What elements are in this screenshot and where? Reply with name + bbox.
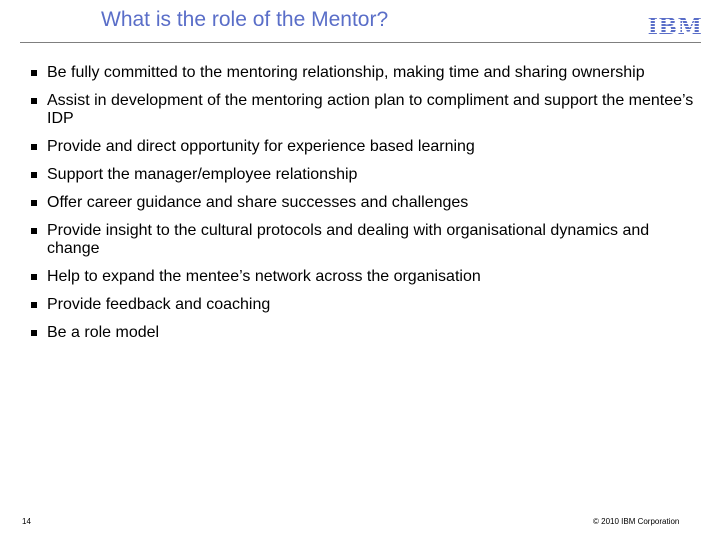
- square-bullet-icon: [31, 172, 37, 178]
- bullet-text: Support the manager/employee relationship: [47, 166, 358, 183]
- square-bullet-icon: [31, 144, 37, 150]
- bullet-text: Help to expand the mentee’s network across the organisation: [47, 268, 481, 285]
- bullet-text: Provide and direct opportunity for experience based learning: [47, 138, 475, 155]
- bullet-item: [31, 166, 703, 184]
- bullet-text: Be a role model: [47, 324, 160, 341]
- bullet-text: Assist in development of the mentoring action plan to compliment and support the mentee’s IDP: [47, 92, 694, 127]
- ibm-logo-text: IBM: [647, 14, 703, 40]
- bullet-item: [31, 222, 703, 258]
- ibm-logo: [647, 14, 703, 40]
- bullet-item: [31, 64, 703, 82]
- copyright-notice: © 2010 IBM Corporation: [593, 517, 680, 526]
- bullet-text: Provide insight to the cultural protocols and dealing with organisational dynamics and change: [47, 222, 650, 257]
- bullet-item: [31, 324, 703, 342]
- bullet-item: [31, 194, 703, 212]
- square-bullet-icon: [31, 70, 37, 76]
- slide-title: What is the role of the Mentor?: [101, 8, 389, 31]
- page-number: 14: [22, 517, 31, 526]
- bullet-text: Offer career guidance and share successes and challenges: [47, 194, 469, 211]
- header-divider: [20, 42, 701, 43]
- bullet-item: [31, 268, 703, 286]
- square-bullet-icon: [31, 200, 37, 206]
- square-bullet-icon: [31, 330, 37, 336]
- bullet-item: [31, 138, 703, 156]
- square-bullet-icon: [31, 302, 37, 308]
- square-bullet-icon: [31, 274, 37, 280]
- bullet-item: [31, 296, 703, 314]
- square-bullet-icon: [31, 228, 37, 234]
- bullet-text: Provide feedback and coaching: [47, 296, 271, 313]
- square-bullet-icon: [31, 98, 37, 104]
- bullet-item: [31, 92, 703, 128]
- bullet-text: Be fully committed to the mentoring relationship, making time and sharing ownership: [47, 64, 645, 81]
- bullet-list: [31, 64, 703, 352]
